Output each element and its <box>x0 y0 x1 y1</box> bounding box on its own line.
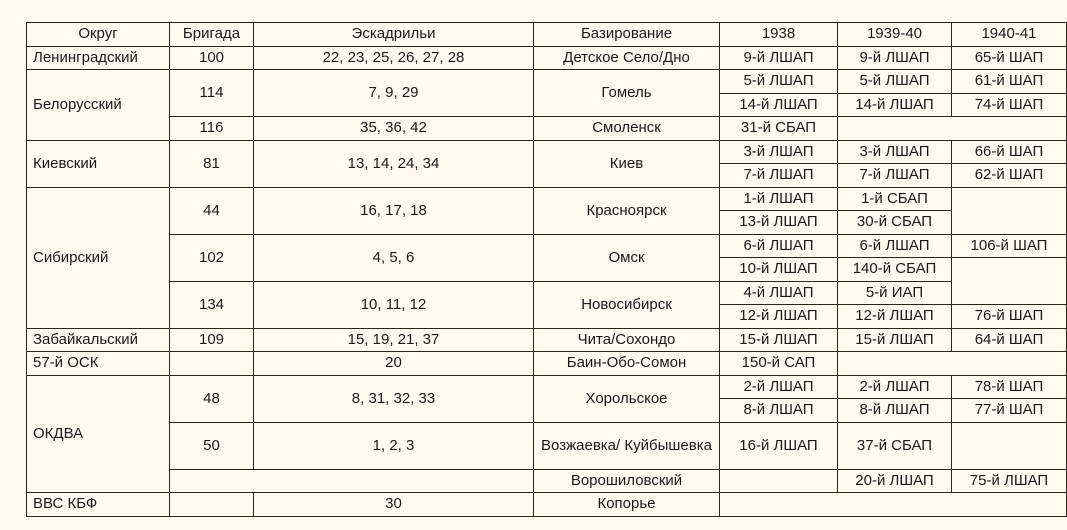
brigade-cell: 44 <box>170 187 254 234</box>
empty-cell <box>170 469 534 493</box>
table-row <box>27 281 1067 305</box>
unit-1939-40-cell: 15-й ЛШАП <box>838 328 952 352</box>
unit-1939-40-cell: 30-й СБАП <box>838 211 952 235</box>
squadrons-cell: 8, 31, 32, 33 <box>254 375 534 422</box>
base-cell: Гомель <box>534 70 720 117</box>
unit-1938-cell: 15-й ЛШАП <box>720 328 838 352</box>
unit-1938-cell: 7-й ЛШАП <box>720 164 838 188</box>
unit-1938-cell: 14-й ЛШАП <box>720 93 838 117</box>
table-row <box>27 375 1067 399</box>
unit-1940-41-cell: 62-й ШАП <box>952 164 1067 188</box>
unit-1939-40-cell: 5-й ЛШАП <box>838 70 952 94</box>
table-row <box>27 469 1067 493</box>
base-cell: Хорольское <box>534 375 720 422</box>
squadrons-cell: 16, 17, 18 <box>254 187 534 234</box>
unit-1938-cell: 8-й ЛШАП <box>720 399 838 423</box>
unit-1938-cell: 12-й ЛШАП <box>720 305 838 329</box>
squadrons-cell: 7, 9, 29 <box>254 70 534 117</box>
empty-cell <box>952 258 1067 305</box>
squadrons-cell: 20 <box>254 352 534 376</box>
header-1940-41: 1940-41 <box>952 23 1067 47</box>
unit-1939-40-cell: 140-й СБАП <box>838 258 952 282</box>
base-cell: Смоленск <box>534 117 720 141</box>
base-cell: Красноярск <box>534 187 720 234</box>
base-cell: Чита/Сохондо <box>534 328 720 352</box>
brigade-cell <box>170 352 254 376</box>
squadrons-cell: 15, 19, 21, 37 <box>254 328 534 352</box>
brigade-cell: 102 <box>170 234 254 281</box>
base-cell: Киев <box>534 140 720 187</box>
brigade-cell <box>170 493 254 517</box>
brigade-cell: 116 <box>170 117 254 141</box>
table-row <box>27 234 1067 258</box>
empty-cell <box>838 352 1067 376</box>
header-okrug: Округ <box>27 23 170 47</box>
empty-cell <box>952 422 1067 469</box>
unit-1939-40-cell: 20-й ЛШАП <box>838 469 952 493</box>
brigade-cell: 50 <box>170 422 254 469</box>
brigade-cell: 48 <box>170 375 254 422</box>
okrug-cell: Сибирский <box>27 187 170 328</box>
table-row <box>27 328 1067 352</box>
unit-1940-41-cell: 76-й ШАП <box>952 305 1067 329</box>
unit-1938-cell: 5-й ЛШАП <box>720 70 838 94</box>
base-cell: Баин-Обо-Сомон <box>534 352 720 376</box>
unit-1939-40-cell: 9-й ЛШАП <box>838 46 952 70</box>
okrug-cell: Белорусский <box>27 70 170 141</box>
aviation-units-table <box>26 22 1067 517</box>
table-row <box>27 140 1067 164</box>
unit-1938-cell: 6-й ЛШАП <box>720 234 838 258</box>
header-squadrons: Эскадрильи <box>254 23 534 47</box>
okrug-cell: Забайкальский <box>27 328 170 352</box>
okrug-cell: 57-й ОСК <box>27 352 170 376</box>
unit-1939-40-cell: 2-й ЛШАП <box>838 375 952 399</box>
unit-1939-40-cell: 6-й ЛШАП <box>838 234 952 258</box>
unit-1938-cell: 10-й ЛШАП <box>720 258 838 282</box>
squadrons-cell: 35, 36, 42 <box>254 117 534 141</box>
unit-1940-41-cell: 106-й ШАП <box>952 234 1067 258</box>
unit-1940-41-cell: 77-й ШАП <box>952 399 1067 423</box>
unit-1938-cell: 150-й САП <box>720 352 838 376</box>
unit-1940-41-cell: 75-й ЛШАП <box>952 469 1067 493</box>
okrug-cell: Ленинградский <box>27 46 170 70</box>
unit-1938-cell: 13-й ЛШАП <box>720 211 838 235</box>
base-cell: Новосибирск <box>534 281 720 328</box>
table-row <box>27 352 1067 376</box>
unit-1938-cell: 16-й ЛШАП <box>720 422 838 469</box>
unit-1938-cell: 4-й ЛШАП <box>720 281 838 305</box>
empty-cell <box>720 469 838 493</box>
unit-1939-40-cell: 8-й ЛШАП <box>838 399 952 423</box>
unit-1940-41-cell: 78-й ШАП <box>952 375 1067 399</box>
table-row <box>27 117 1067 141</box>
table-container <box>26 22 1067 517</box>
base-cell: Омск <box>534 234 720 281</box>
squadrons-cell: 4, 5, 6 <box>254 234 534 281</box>
base-cell: Копорье <box>534 493 720 517</box>
okrug-cell: ВВС КБФ <box>27 493 170 517</box>
squadrons-cell: 10, 11, 12 <box>254 281 534 328</box>
base-cell: Ворошиловский <box>534 469 720 493</box>
okrug-cell: ОКДВА <box>27 375 170 493</box>
okrug-cell: Киевский <box>27 140 170 187</box>
base-cell: Детское Село/Дно <box>534 46 720 70</box>
unit-1939-40-cell: 1-й СБАП <box>838 187 952 211</box>
table-row <box>27 493 1067 517</box>
unit-1940-41-cell: 64-й ШАП <box>952 328 1067 352</box>
header-base: Базирование <box>534 23 720 47</box>
brigade-cell: 100 <box>170 46 254 70</box>
header-1939-40: 1939-40 <box>838 23 952 47</box>
brigade-cell: 109 <box>170 328 254 352</box>
unit-1938-cell: 31-й СБАП <box>720 117 838 141</box>
unit-1938-cell: 2-й ЛШАП <box>720 375 838 399</box>
unit-1940-41-cell: 65-й ШАП <box>952 46 1067 70</box>
table-row <box>27 422 1067 469</box>
table-row <box>27 70 1067 94</box>
empty-cell <box>720 493 1067 517</box>
unit-1938-cell: 1-й ЛШАП <box>720 187 838 211</box>
unit-1940-41-cell: 66-й ШАП <box>952 140 1067 164</box>
header-brigade: Бригада <box>170 23 254 47</box>
table-row <box>27 187 1067 211</box>
unit-1939-40-cell: 12-й ЛШАП <box>838 305 952 329</box>
unit-1939-40-cell: 5-й ИАП <box>838 281 952 305</box>
squadrons-cell: 30 <box>254 493 534 517</box>
table-row <box>27 46 1067 70</box>
empty-cell <box>838 117 1067 141</box>
brigade-cell: 134 <box>170 281 254 328</box>
unit-1940-41-cell: 61-й ШАП <box>952 70 1067 94</box>
base-cell: Возжаевка/ Куйбышевка <box>534 422 720 469</box>
unit-1939-40-cell: 7-й ЛШАП <box>838 164 952 188</box>
squadrons-cell: 1, 2, 3 <box>254 422 534 469</box>
header-row <box>27 23 1067 47</box>
unit-1939-40-cell: 37-й СБАП <box>838 422 952 469</box>
unit-1940-41-cell: 74-й ШАП <box>952 93 1067 117</box>
empty-cell <box>952 187 1067 234</box>
brigade-cell: 114 <box>170 70 254 117</box>
brigade-cell: 81 <box>170 140 254 187</box>
squadrons-cell: 13, 14, 24, 34 <box>254 140 534 187</box>
header-1938: 1938 <box>720 23 838 47</box>
unit-1938-cell: 9-й ЛШАП <box>720 46 838 70</box>
unit-1939-40-cell: 14-й ЛШАП <box>838 93 952 117</box>
unit-1938-cell: 3-й ЛШАП <box>720 140 838 164</box>
squadrons-cell: 22, 23, 25, 26, 27, 28 <box>254 46 534 70</box>
unit-1939-40-cell: 3-й ЛШАП <box>838 140 952 164</box>
